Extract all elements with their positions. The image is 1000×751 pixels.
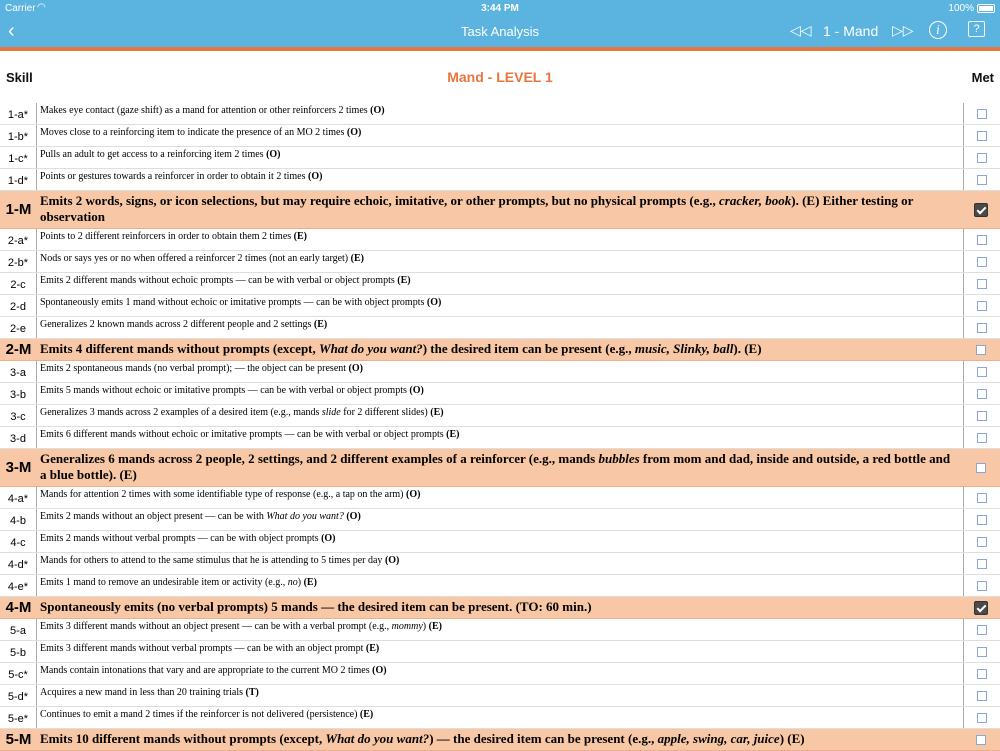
- skill-row[interactable]: [0, 317, 1000, 339]
- skill-code: 2-M: [5, 341, 32, 358]
- met-checkbox[interactable]: [977, 493, 987, 503]
- met-checkbox[interactable]: [977, 559, 987, 569]
- met-cell: [963, 125, 1000, 146]
- skill-description: Emits 2 mands without verbal prompts — can be with object prompts (O): [40, 533, 336, 544]
- met-checkbox[interactable]: [977, 109, 987, 119]
- skill-description: Points to 2 different reinforcers in order to obtain them 2 times (E): [40, 231, 307, 242]
- met-checkbox[interactable]: [977, 389, 987, 399]
- skill-description: Continues to emit a mand 2 times if the reinforcer is not delivered (persistence) (E): [40, 709, 374, 720]
- met-checkbox[interactable]: [977, 647, 987, 657]
- skill-code: 3-b: [0, 383, 37, 404]
- met-cell: [963, 509, 1000, 530]
- met-checkbox-checked[interactable]: [974, 203, 988, 217]
- skill-code: 4-c: [0, 531, 37, 552]
- skill-row[interactable]: [0, 405, 1000, 427]
- info-icon[interactable]: i: [929, 21, 947, 39]
- skill-description: Generalizes 6 mands across 2 people, 2 settings, and 2 different examples of a reinforcer (e.g., mands bubbles from mom and dad, inside and outside, a red bottle and a blue bottle). (E): [40, 451, 951, 482]
- met-checkbox[interactable]: [977, 433, 987, 443]
- met-checkbox[interactable]: [977, 153, 987, 163]
- met-checkbox[interactable]: [977, 175, 987, 185]
- skill-code: 2-a*: [0, 229, 37, 250]
- met-checkbox[interactable]: [977, 625, 987, 635]
- skill-code: 2-d: [0, 295, 37, 316]
- next-unit-icon[interactable]: ▷▷: [892, 22, 914, 38]
- met-cell: [963, 427, 1000, 448]
- milestone-row[interactable]: [0, 449, 1000, 487]
- met-cell: [963, 361, 1000, 382]
- skill-description: Spontaneously emits 1 mand without echoic or imitative prompts — can be with object prompts (O): [40, 297, 442, 308]
- met-checkbox[interactable]: [977, 323, 987, 333]
- skill-description: Spontaneously emits (no verbal prompts) 5 mands — the desired item can be present. (TO: 60 min.): [40, 599, 592, 614]
- skill-code: 2-b*: [0, 251, 37, 272]
- unit-title: 1 - Mand: [823, 23, 879, 39]
- met-cell: [963, 685, 1000, 706]
- wifi-icon: ◠: [37, 2, 46, 13]
- met-cell: [963, 383, 1000, 404]
- skill-code: 5-M: [5, 731, 32, 748]
- skill-row[interactable]: [0, 707, 1000, 729]
- battery-percent: 100%: [948, 3, 974, 14]
- met-cell: [963, 169, 1000, 190]
- skill-description: Emits 3 different mands without verbal prompts — can be with an object prompt (E): [40, 643, 380, 654]
- status-bar: [0, 0, 1000, 17]
- skill-description: Generalizes 3 mands across 2 examples of a desired item (e.g., mands slide for 2 different slides) (E): [40, 407, 444, 418]
- met-cell: [963, 191, 1000, 228]
- met-checkbox[interactable]: [976, 345, 986, 355]
- skill-row[interactable]: [0, 251, 1000, 273]
- skill-row[interactable]: [0, 531, 1000, 553]
- skill-code: 4-d*: [0, 553, 37, 574]
- skill-description: Emits 2 words, signs, or icon selections, but may require echoic, imitative, or other prompts, but no physical prompts (e.g., cracker, book). (E) Either testing or observation: [40, 193, 914, 224]
- skill-description: Emits 2 mands without an object present — can be with What do you want? (O): [40, 511, 361, 522]
- met-checkbox[interactable]: [977, 537, 987, 547]
- skill-row[interactable]: [0, 147, 1000, 169]
- skill-row[interactable]: [0, 125, 1000, 147]
- skill-code: 3-c: [0, 405, 37, 426]
- met-cell: [963, 405, 1000, 426]
- met-checkbox[interactable]: [977, 691, 987, 701]
- status-time: 3:44 PM: [481, 3, 519, 14]
- met-checkbox[interactable]: [977, 131, 987, 141]
- met-cell: [963, 619, 1000, 640]
- skill-description: Emits 2 different mands without echoic prompts — can be with verbal or object prompts (E): [40, 275, 411, 286]
- met-cell: [963, 553, 1000, 574]
- met-cell: [963, 295, 1000, 316]
- help-icon[interactable]: ?: [968, 21, 985, 37]
- met-checkbox[interactable]: [977, 713, 987, 723]
- met-checkbox[interactable]: [977, 669, 987, 679]
- met-checkbox[interactable]: [977, 581, 987, 591]
- met-checkbox[interactable]: [977, 411, 987, 421]
- skill-row[interactable]: [0, 487, 1000, 509]
- met-checkbox[interactable]: [977, 257, 987, 267]
- met-cell: [963, 103, 1000, 124]
- skill-description: Emits 6 different mands without echoic or imitative prompts — can be with verbal or object prompts (E): [40, 429, 460, 440]
- skill-description: Generalizes 2 known mands across 2 different people and 2 settings (E): [40, 319, 328, 330]
- skill-code: 3-M: [5, 459, 32, 476]
- level-title: Mand - LEVEL 1: [447, 69, 553, 85]
- met-cell: [963, 487, 1000, 508]
- skill-row[interactable]: [0, 553, 1000, 575]
- met-checkbox[interactable]: [977, 235, 987, 245]
- skill-description: Emits 2 spontaneous mands (no verbal prompt); — the object can be present (O): [40, 363, 363, 374]
- skill-row[interactable]: [0, 273, 1000, 295]
- met-checkbox[interactable]: [977, 367, 987, 377]
- met-cell: [963, 273, 1000, 294]
- battery-icon: [977, 4, 995, 13]
- skill-description: Nods or says yes or no when offered a reinforcer 2 times (not an early target) (E): [40, 253, 364, 264]
- skill-code: 4-b: [0, 509, 37, 530]
- skill-description: Mands for attention 2 times with some identifiable type of response (e.g., a tap on the arm) (O): [40, 489, 421, 500]
- back-chevron-icon[interactable]: ‹: [8, 20, 15, 42]
- met-cell: [963, 707, 1000, 728]
- milestone-row[interactable]: [0, 191, 1000, 229]
- skill-description: Emits 4 different mands without prompts (except, What do you want?) the desired item can be present (e.g., music, Slinky, ball). (E): [40, 341, 762, 356]
- milestone-row[interactable]: [0, 339, 1000, 361]
- met-checkbox[interactable]: [977, 301, 987, 311]
- skill-description: Emits 1 mand to remove an undesirable item or activity (e.g., no) (E): [40, 577, 317, 588]
- skill-code: 2-c: [0, 273, 37, 294]
- skill-description: Mands for others to attend to the same stimulus that he is attending to 5 times per day (O): [40, 555, 400, 566]
- skill-description: Makes eye contact (gaze shift) as a mand for attention or other reinforcers 2 times (O): [40, 105, 385, 116]
- skill-row[interactable]: [0, 509, 1000, 531]
- skill-code: 5-d*: [0, 685, 37, 706]
- met-cell: [963, 531, 1000, 552]
- met-cell: [963, 641, 1000, 662]
- skill-list[interactable]: [0, 103, 1000, 750]
- column-header: [0, 51, 1000, 103]
- skill-row[interactable]: [0, 229, 1000, 251]
- skill-code: 3-a: [0, 361, 37, 382]
- met-cell: [963, 575, 1000, 596]
- skill-column-label: Skill: [6, 70, 33, 85]
- met-cell: [963, 317, 1000, 338]
- skill-description: Mands contain intonations that vary and are appropriate to the current MO 2 times (O): [40, 665, 387, 676]
- nav-bar: [0, 17, 1000, 47]
- met-cell: [963, 339, 1000, 360]
- met-checkbox[interactable]: [976, 463, 986, 473]
- skill-code: 4-a*: [0, 487, 37, 508]
- skill-description: Emits 5 mands without echoic or imitative prompts — can be with verbal or object prompts (O): [40, 385, 424, 396]
- met-cell: [963, 251, 1000, 272]
- skill-description: Pulls an adult to get access to a reinforcing item 2 times (O): [40, 149, 281, 160]
- met-checkbox-checked[interactable]: [974, 601, 988, 615]
- met-cell: [963, 229, 1000, 250]
- milestone-row[interactable]: [0, 729, 1000, 751]
- met-cell: [963, 597, 1000, 618]
- skill-code: 1-a*: [0, 103, 37, 124]
- skill-code: 5-b: [0, 641, 37, 662]
- skill-code: 2-e: [0, 317, 37, 338]
- skill-row[interactable]: [0, 641, 1000, 663]
- carrier-label: Carrier: [5, 3, 36, 14]
- skill-code: 5-e*: [0, 707, 37, 728]
- met-cell: [963, 449, 1000, 486]
- milestone-row[interactable]: [0, 597, 1000, 619]
- skill-row[interactable]: [0, 169, 1000, 191]
- met-checkbox[interactable]: [976, 735, 986, 745]
- skill-description: Acquires a new mand in less than 20 training trials (T): [40, 687, 259, 698]
- skill-description: Moves close to a reinforcing item to indicate the presence of an MO 2 times (O): [40, 127, 362, 138]
- skill-row[interactable]: [0, 619, 1000, 641]
- met-cell: [963, 147, 1000, 168]
- skill-row[interactable]: [0, 295, 1000, 317]
- skill-description: Emits 10 different mands without prompts (except, What do you want?) — the desired item can be present (e.g., apple, swing, car, juice) (E): [40, 731, 805, 746]
- skill-code: 3-d: [0, 427, 37, 448]
- skill-code: 1-c*: [0, 147, 37, 168]
- skill-row[interactable]: [0, 575, 1000, 597]
- skill-code: 4-M: [5, 599, 32, 616]
- skill-row[interactable]: [0, 663, 1000, 685]
- met-cell: [963, 729, 1000, 750]
- skill-code: 5-a: [0, 619, 37, 640]
- skill-row[interactable]: [0, 427, 1000, 449]
- skill-code: 1-M: [5, 201, 32, 218]
- skill-row[interactable]: [0, 103, 1000, 125]
- met-checkbox[interactable]: [977, 515, 987, 525]
- skill-code: 4-e*: [0, 575, 37, 596]
- skill-row[interactable]: [0, 383, 1000, 405]
- skill-description: Emits 3 different mands without an object present — can be with a verbal prompt (e.g., mommy) (E): [40, 621, 442, 632]
- skill-code: 1-d*: [0, 169, 37, 190]
- skill-row[interactable]: [0, 361, 1000, 383]
- skill-row[interactable]: [0, 685, 1000, 707]
- skill-code: 1-b*: [0, 125, 37, 146]
- previous-unit-icon[interactable]: ◁◁: [790, 22, 812, 38]
- met-column-label: Met: [971, 70, 994, 85]
- skill-code: 5-c*: [0, 663, 37, 684]
- page-title: Task Analysis: [460, 24, 540, 39]
- skill-description: Points or gestures towards a reinforcer in order to obtain it 2 times (O): [40, 171, 323, 182]
- met-checkbox[interactable]: [977, 279, 987, 289]
- met-cell: [963, 663, 1000, 684]
